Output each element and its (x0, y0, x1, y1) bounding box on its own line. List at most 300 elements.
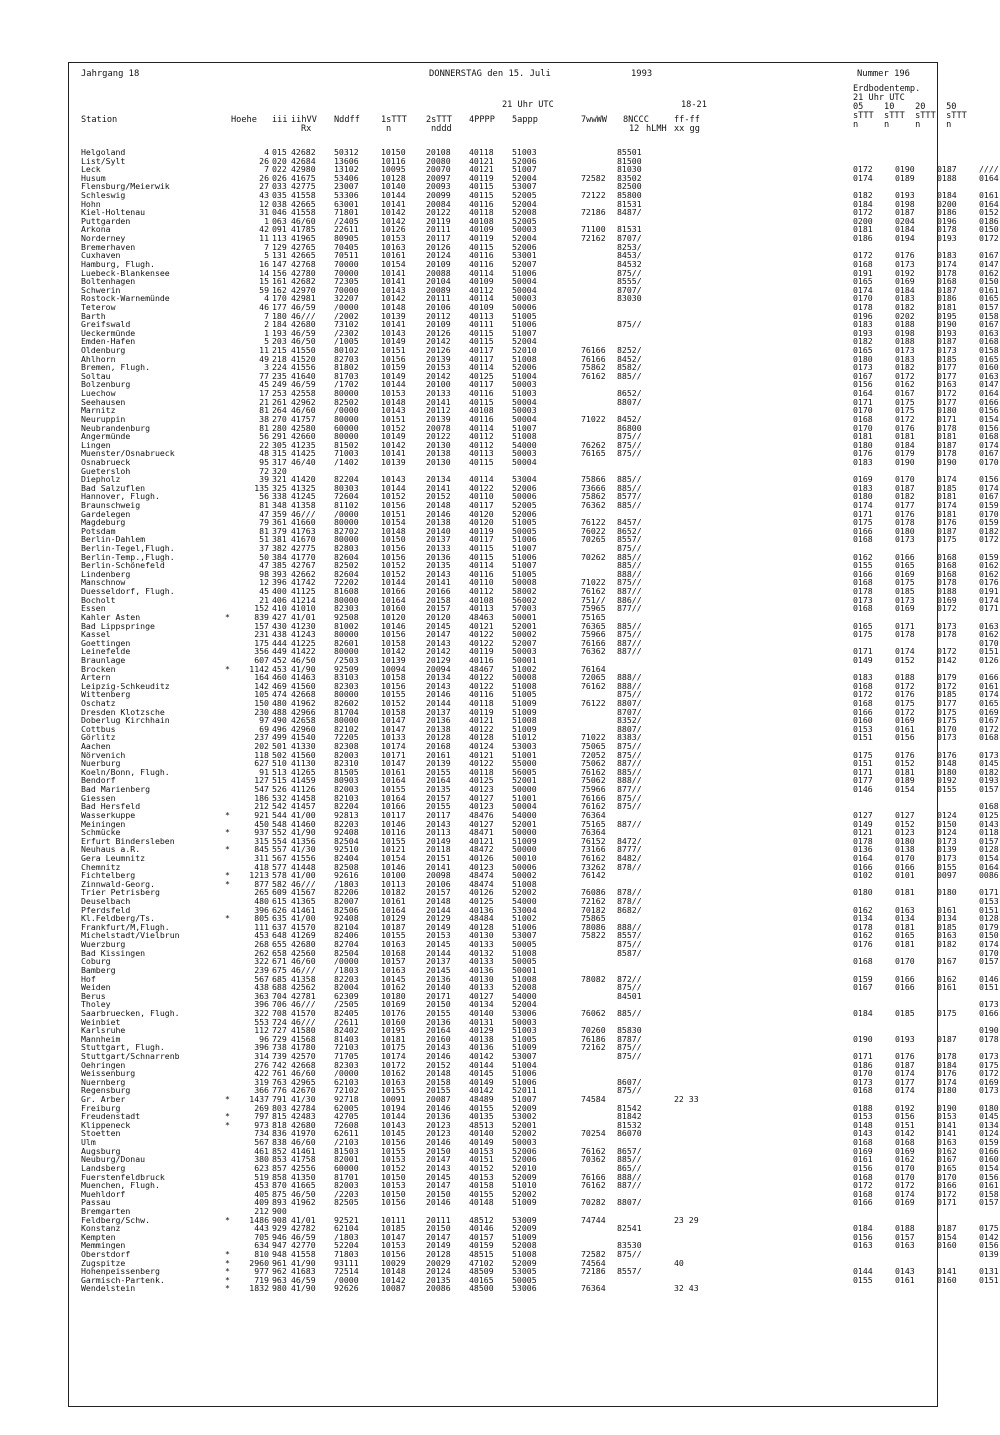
cell-e2: 0181 (895, 766, 915, 777)
cell-e3: 0179 (937, 672, 957, 683)
cell-d: 20152 (426, 491, 451, 502)
cell-i: 513 (272, 766, 287, 777)
cell-e3: 0178 (937, 422, 957, 433)
cell-i: 501 (272, 741, 287, 752)
cell-e1: 0149 (853, 818, 873, 829)
cell-d: 20099 (426, 190, 451, 201)
cell-a: 41675 (291, 172, 316, 183)
cell-e4: 0156 (979, 405, 999, 416)
cell-h: 12 (259, 198, 269, 209)
cell-h: 77 (259, 370, 269, 381)
cell-g: 76166 (581, 353, 606, 364)
cell-h: 31 (259, 207, 269, 218)
cell-h: 48 (259, 448, 269, 459)
cell-g: 74744 (581, 1214, 606, 1225)
cell-e3: 0184 (937, 1059, 957, 1070)
cell-e3: 0178 (937, 224, 957, 235)
cell-d: 20149 (426, 835, 451, 846)
cell-h: 47 (259, 560, 269, 571)
cell-d: 20151 (426, 852, 451, 863)
cell-e4: 0178 (979, 1033, 999, 1044)
cell-c: 10152 (381, 1162, 406, 1173)
cell-e3: 0180 (937, 405, 957, 416)
cell-a: 42767 (291, 560, 316, 571)
cell-c: 10095 (381, 164, 406, 175)
cell-e1: 0184 (853, 198, 873, 209)
cell-b: 72305 (334, 276, 359, 287)
cell-g: 75065 (581, 741, 606, 752)
table-row (69, 258, 999, 269)
cell-e: 40115 (469, 190, 494, 201)
cell-k: 888// (617, 568, 642, 579)
cell-e4: 0182 (979, 525, 999, 536)
cell-k: 8807/ (617, 698, 642, 708)
cell-st: Augsburg (81, 1145, 121, 1156)
cell-e1: 0191 (853, 267, 873, 278)
cell-h: 127 (254, 775, 269, 786)
cell-b: 71801 (334, 207, 359, 218)
cell-g: 76166 (581, 1171, 606, 1182)
cell-star: * (225, 663, 230, 674)
cell-e: 40109 (469, 224, 494, 235)
cell-d: 20078 (426, 422, 451, 433)
cell-d: 20118 (426, 844, 451, 855)
cell-c: 10151 (381, 413, 406, 424)
cell-h: 38 (259, 413, 269, 424)
cell-h: 262 (254, 947, 269, 958)
cell-e3: 0188 (937, 586, 957, 597)
cell-e3: 0160 (937, 1240, 957, 1251)
cell-b: 71705 (334, 1050, 359, 1061)
cell-e: 48515 (469, 1249, 494, 1259)
cell-e1: 0170 (853, 405, 873, 416)
cell-star: * (225, 844, 230, 855)
cell-k: 888// (617, 1171, 642, 1182)
cell-e4: 0156 (979, 1240, 999, 1251)
cell-st: Coburg (81, 956, 111, 967)
cell-d: 20134 (426, 672, 451, 683)
cell-f: 50003 (512, 646, 537, 657)
cell-b: 82702 (334, 525, 359, 536)
cell-i: 557 (272, 844, 287, 855)
cell-a: 46/// (291, 964, 316, 975)
cell-e1: 0186 (853, 1059, 873, 1070)
cell-e2: 0127 (895, 809, 915, 820)
cell-e4: 0171 (979, 887, 999, 898)
cell-c: 10150 (381, 1171, 406, 1182)
issue-number: Nummer 196 (857, 69, 910, 79)
cell-h: 22 (259, 439, 269, 450)
cell-f: 52004 (512, 999, 537, 1010)
cell-f: 51003 (512, 147, 537, 157)
cell-c: 10153 (381, 233, 406, 244)
cell-l: 40 (674, 1257, 684, 1268)
cell-star: * (225, 1214, 230, 1225)
cell-g: 76362 (581, 499, 606, 510)
cell-d: 20152 (426, 1059, 451, 1070)
table-row (69, 1025, 999, 1036)
cell-g: 76166 (581, 637, 606, 648)
cell-h: 26 (259, 172, 269, 183)
cell-h: 607 (254, 654, 269, 665)
cell-star: * (225, 913, 230, 924)
cell-b: 81802 (334, 362, 359, 373)
cell-e3: 0162 (937, 1145, 957, 1156)
cell-k: 81842 (617, 1111, 642, 1122)
cell-i: 180 (272, 310, 287, 321)
cell-st: Freudenstadt (81, 1111, 141, 1122)
cell-e: 40128 (469, 921, 494, 932)
cell-b: 82405 (334, 1007, 359, 1018)
cell-e: 40119 (469, 525, 494, 536)
cell-f: 51009 (512, 1042, 537, 1053)
cell-e3: 0180 (937, 766, 957, 777)
cell-i: 515 (272, 775, 287, 786)
cell-i: 022 (272, 164, 287, 175)
cell-a: 42660 (291, 431, 316, 442)
cell-d: 20135 (426, 560, 451, 571)
cell-k: 872// (617, 973, 642, 984)
cell-g: 76122 (581, 698, 606, 708)
table-row (69, 1068, 999, 1079)
cell-e2: 0163 (895, 1240, 915, 1251)
cell-h: 81 (259, 525, 269, 536)
cell-k: 865// (617, 1162, 642, 1173)
cell-i: 384 (272, 551, 287, 562)
cell-d: 20155 (426, 1085, 451, 1096)
cell-e3: 0150 (937, 818, 957, 829)
cell-d: 20094 (426, 663, 451, 674)
cell-e3: 0200 (937, 198, 957, 209)
cell-c: 10146 (381, 818, 406, 829)
cell-e4: 0161 (979, 1180, 999, 1191)
cell-h: 314 (254, 1050, 269, 1061)
cell-e1: 0173 (853, 594, 873, 605)
cell-a: 41665 (291, 1180, 316, 1191)
cell-h: 453 (254, 1180, 269, 1191)
cell-e1: 0169 (853, 1145, 873, 1156)
cell-f: 51008 (512, 947, 537, 958)
cell-d: 20147 (426, 629, 451, 640)
cell-e: 40116 (469, 388, 494, 399)
cell-f: 50004 (512, 284, 537, 295)
cell-i: 671 (272, 956, 287, 967)
cell-g: 72582 (581, 1249, 606, 1259)
cell-f: 58002 (512, 586, 537, 597)
cell-c: 10156 (381, 1137, 406, 1148)
cell-k: 877// (617, 784, 642, 795)
cell-i: 261 (272, 396, 287, 407)
table-row (69, 467, 939, 476)
cell-b: 80905 (334, 233, 359, 244)
cell-e2: 0134 (895, 913, 915, 924)
cell-a: 42966 (291, 706, 316, 717)
soil-temp-codes: sTTT sTTT sTTT sTTT (853, 111, 967, 121)
cell-i: 382 (272, 543, 287, 554)
cell-c: 10162 (381, 982, 406, 993)
cell-e3: 0173 (937, 835, 957, 846)
cell-st: Ulm (81, 1137, 96, 1148)
cell-st: Hof (81, 973, 96, 984)
col-4pppp: 4PPPP (469, 115, 495, 125)
cell-h: 21 (259, 594, 269, 605)
cell-k: 8607/ (617, 1076, 642, 1087)
cell-d: 20120 (426, 611, 451, 622)
cell-st: Erfurt Bindersleben (81, 835, 175, 846)
cell-st: Ueckermünde (81, 327, 136, 338)
cell-b: 73102 (334, 319, 359, 330)
cell-e4: 0167 (979, 715, 999, 726)
cell-b: 82303 (334, 680, 359, 691)
cell-f: 51003 (512, 388, 537, 399)
cell-e2: 0163 (895, 904, 915, 915)
cell-e4: 0128 (979, 913, 999, 924)
cell-e3: 0155 (937, 784, 957, 795)
cell-f: 51009 (512, 706, 537, 717)
cell-f: 52006 (512, 241, 537, 252)
table-row (69, 930, 999, 941)
table-row (69, 215, 999, 226)
cell-f: 51012 (512, 732, 537, 743)
cell-f: 53004 (512, 904, 537, 915)
cell-c: 10164 (381, 792, 406, 803)
cell-st: Puttgarden (81, 215, 131, 226)
cell-i: 338 (272, 491, 287, 502)
cell-i: 675 (272, 964, 287, 975)
cell-e3: 0190 (937, 456, 957, 467)
cell-h: 396 (254, 999, 269, 1010)
cell-st: Bad Marienberg (81, 784, 151, 795)
cell-e4: 0167 (979, 491, 999, 502)
cell-e3: 0167 (937, 956, 957, 967)
cell-e4: 0167 (979, 448, 999, 459)
cell-g: 71100 (581, 224, 606, 235)
cell-c: 10155 (381, 835, 406, 846)
cell-f: 50003 (512, 448, 537, 459)
cell-f: 53007 (512, 181, 537, 192)
cell-i: 147 (272, 258, 287, 269)
cell-i: 852 (272, 1145, 287, 1156)
cell-e2: 0173 (895, 534, 915, 545)
cell-e3: 0177 (937, 698, 957, 708)
cell-k: 84532 (617, 258, 642, 269)
cell-b: 92408 (334, 827, 359, 838)
cell-h: 265 (254, 887, 269, 898)
cell-k: 83502 (617, 172, 642, 183)
cell-a: 41556 (291, 852, 316, 863)
cell-b: 62005 (334, 1102, 359, 1113)
cell-a: 41785 (291, 224, 316, 235)
cell-c: 10159 (381, 362, 406, 373)
cell-e1: 0183 (853, 672, 873, 683)
cell-e4: 0162 (979, 568, 999, 579)
cell-e2: 0169 (895, 715, 915, 726)
cell-h: 79 (259, 517, 269, 528)
cell-e3: 0196 (937, 215, 957, 226)
cell-b: 82203 (334, 818, 359, 829)
cell-k: 875// (617, 982, 642, 993)
cell-g: 70265 (581, 534, 606, 545)
cell-e1: 0173 (853, 362, 873, 373)
cell-i: 908 (272, 1214, 287, 1225)
cell-st: Braunschweig (81, 499, 141, 510)
cell-e4: 0168 (979, 336, 999, 347)
cell-e1: 0165 (853, 620, 873, 631)
cell-e2: 0165 (895, 560, 915, 571)
cell-e4: 0160 (979, 1154, 999, 1165)
cell-c: 10142 (381, 1274, 406, 1285)
cell-e2: 0161 (895, 723, 915, 734)
cell-f: 52005 (512, 215, 537, 226)
cell-f: 51002 (512, 913, 537, 924)
cell-c: 10164 (381, 594, 406, 605)
cell-e2: 0173 (895, 594, 915, 605)
cell-e: 40114 (469, 560, 494, 571)
cell-e4: 0172 (979, 723, 999, 734)
table-row (69, 243, 939, 252)
cell-e4: 0131 (979, 1266, 999, 1277)
cell-b: 70000 (334, 258, 359, 269)
table-row (69, 629, 999, 640)
cell-e: 40119 (469, 706, 494, 717)
cell-e1: 0176 (853, 939, 873, 950)
cell-k: 878// (617, 896, 642, 907)
cell-e4: 0153 (979, 896, 999, 907)
cell-i: 499 (272, 732, 287, 743)
cell-i: 893 (272, 1197, 287, 1208)
cell-f: 51008 (512, 1249, 537, 1259)
cell-c: 10141 (381, 276, 406, 287)
cell-f: 51009 (512, 835, 537, 846)
cell-e4: 0168 (979, 431, 999, 442)
cell-c: 10111 (381, 1214, 406, 1225)
cell-f: 51008 (512, 878, 537, 889)
cell-st: Husum (81, 172, 106, 183)
cell-i: 385 (272, 560, 287, 571)
cell-e4: 0168 (979, 732, 999, 743)
cell-c: 10087 (381, 1283, 406, 1294)
cell-e4: 0160 (979, 362, 999, 373)
cell-st: Giessen (81, 792, 116, 803)
cell-h: 5 (264, 336, 269, 347)
table-row (69, 939, 999, 950)
cell-g: 70254 (581, 1128, 606, 1139)
cell-d: 20140 (426, 982, 451, 993)
cell-b: 70000 (334, 284, 359, 295)
cell-a: 41757 (291, 413, 316, 424)
cell-e: 40140 (469, 1128, 494, 1139)
soil-temp-time: 21 Uhr UTC (853, 93, 905, 103)
cell-i: 615 (272, 896, 287, 907)
cell-d: 20112 (426, 405, 451, 416)
cell-i: 348 (272, 499, 287, 510)
cell-d: 20160 (426, 1033, 451, 1044)
cell-i: 033 (272, 181, 287, 192)
cell-k: 885// (617, 551, 642, 562)
cell-b: 13606 (334, 155, 359, 166)
cell-e3: 0182 (937, 939, 957, 950)
cell-e: 40115 (469, 327, 494, 338)
cell-h: 2960 (249, 1257, 269, 1268)
cell-h: 2 (264, 319, 269, 330)
cell-h: 56 (259, 491, 269, 502)
cell-e: 40142 (469, 1085, 494, 1096)
cell-d: 20153 (426, 362, 451, 373)
cell-h: 567 (254, 973, 269, 984)
cell-e2: 0162 (895, 1154, 915, 1165)
table-row (69, 1223, 999, 1234)
cell-st: Regensburg (81, 1085, 131, 1096)
cell-c: 10149 (381, 370, 406, 381)
cell-e1: 0168 (853, 1137, 873, 1148)
cell-f: 51002 (512, 663, 537, 674)
cell-f: 52007 (512, 258, 537, 269)
cell-b: 81002 (334, 620, 359, 631)
cell-d: 20142 (426, 336, 451, 347)
cell-st: Cuxhaven (81, 250, 121, 261)
cell-e: 40133 (469, 939, 494, 950)
cell-e3: 0184 (937, 190, 957, 201)
cell-c: 10117 (381, 809, 406, 820)
cell-h: 839 (254, 611, 269, 622)
cell-e3: 0177 (937, 362, 957, 373)
cell-i: 776 (272, 1085, 287, 1096)
cell-b: 82504 (334, 947, 359, 958)
cell-e1: 0200 (853, 215, 873, 226)
table-row (69, 319, 999, 330)
cell-d: 20168 (426, 741, 451, 752)
cell-st: Berlin-Temp.,Flugh. (81, 551, 175, 562)
cell-a: 41/00 (291, 809, 316, 820)
cell-e1: 0160 (853, 715, 873, 726)
cell-e: 40116 (469, 250, 494, 261)
cell-i: 948 (272, 1249, 287, 1259)
cell-e4: 0151 (979, 646, 999, 657)
cell-a: 42670 (291, 1085, 316, 1096)
cell-k: 8787/ (617, 1033, 642, 1044)
cell-e1: 0180 (853, 887, 873, 898)
cell-e1: 0166 (853, 706, 873, 717)
cell-e4: 0139 (979, 1249, 999, 1259)
cell-e3: 0190 (937, 319, 957, 330)
table-row (69, 742, 939, 751)
cell-c: 10161 (381, 250, 406, 261)
cell-e2: 0123 (895, 827, 915, 838)
cell-b: /1803 (334, 964, 359, 975)
cell-e3: 0124 (937, 827, 957, 838)
cell-g: 75966 (581, 629, 606, 640)
cell-a: 42558 (291, 388, 316, 399)
cell-e2: 0169 (895, 1145, 915, 1156)
cell-h: 11 (259, 233, 269, 244)
cell-e3: 0168 (937, 560, 957, 571)
cell-e2: 0151 (895, 1119, 915, 1130)
cell-d: 20111 (426, 293, 451, 304)
cell-d: 20155 (426, 1007, 451, 1018)
cell-k: 875// (617, 267, 642, 278)
cell-k: 887// (617, 586, 642, 597)
table-row (69, 525, 999, 536)
cell-c: 10180 (381, 990, 406, 1001)
cell-c: 10145 (381, 973, 406, 984)
cell-a: 41558 (291, 207, 316, 218)
cell-e3: 0178 (937, 577, 957, 588)
cell-c: 10158 (381, 672, 406, 683)
cell-k: 875// (617, 792, 642, 803)
cell-b: 82502 (334, 396, 359, 407)
cell-e2: 0169 (895, 276, 915, 287)
cell-f: 50000 (512, 844, 537, 855)
